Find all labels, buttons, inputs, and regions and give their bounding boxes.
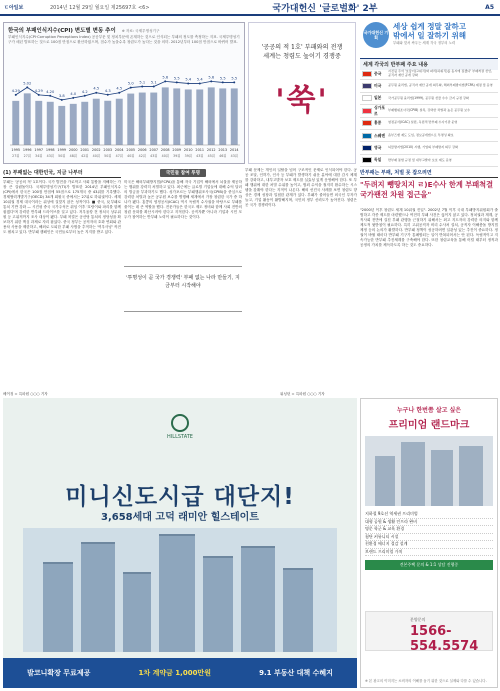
flag-icon (362, 120, 372, 126)
chart-data-label: 5.5 (173, 76, 180, 81)
phone-number: 1566-554.5574 (410, 624, 479, 654)
chart-rank-label: 27위 (12, 154, 20, 158)
country-name: 스웨덴 (374, 132, 386, 138)
page-header (0, 0, 500, 16)
chart-point (95, 92, 97, 94)
section-title: 국가대헌신 '글로벌화' 2부 (272, 3, 378, 14)
chart-bar (47, 102, 54, 145)
building-tower (203, 556, 233, 652)
chart-rank-label: 47위 (115, 154, 123, 158)
chart-point (38, 94, 40, 96)
chart-tick-label: 2007 (149, 148, 159, 152)
country-policy: 뇌물방지법(2010) 시행, 기업의 부패방지 의무 강화 (388, 145, 458, 150)
chart-tick-label: 2003 (103, 148, 113, 152)
country-row (360, 118, 498, 130)
building-tower (431, 450, 453, 506)
chart-data-label: 5.5 (231, 76, 238, 81)
chart-tick-label: 2008 (160, 148, 170, 152)
feature-item: 친환경 에너지 절감 설계 (365, 541, 493, 549)
country-row (360, 142, 498, 154)
chart-bar (150, 93, 157, 145)
chart-bar (93, 99, 100, 145)
building-tower (283, 568, 313, 652)
chart-rank-label: 39위 (173, 154, 181, 158)
feature-item: 브랜드 프리미엄 가치 (365, 549, 493, 557)
sidebar-intro (393, 22, 497, 45)
chart-point (107, 94, 109, 96)
chart-point (199, 82, 201, 84)
chart-bar (58, 106, 65, 145)
building-tower (459, 446, 483, 506)
chart-data-label: 5.6 (162, 75, 169, 80)
chart-source: ※ 자료: 국제투명성기구 (121, 29, 160, 33)
sidebar-line2: 부패와 맞서 싸우는 세계 각국 정부의 노력 (393, 41, 456, 45)
chart-bar (139, 93, 146, 145)
building-tower (123, 572, 151, 652)
chart-bar (116, 99, 123, 145)
pull-quote: '투명성이 곧 국가 경쟁력' 부패 없는 나라 만들기, 지금부터 시작해야 (124, 266, 242, 312)
section-heading-left: (1) 부패없는 대한민국, 지금 나부터 (3, 168, 121, 178)
landmark-feature-list (365, 511, 493, 556)
country-policy: 국가공무원 윤리법(1999), 공무원 선물 수수 금지 규정 강화 (388, 95, 469, 100)
headline-line2: 세계는 청렴도 높이기 경쟁중 (263, 53, 341, 60)
ad-footer-2: 1차 계약금 1,000만원 (138, 669, 211, 677)
chart-data-label: 4.0 (70, 91, 77, 96)
chart-rank-label: 43위 (46, 154, 54, 158)
ad-footer-bar (3, 658, 357, 688)
ad-disclaimer: ※ 본 광고의 이미지는 소비자의 이해를 돕기 위한 것으로 실제와 다를 수 있습니다. (365, 678, 487, 683)
country-policy: 반부패 통합 규정 및 내부고발자 보호 제도 운영 (388, 157, 452, 162)
flag-icon (362, 83, 372, 89)
landmark-ad-image (365, 436, 493, 506)
country-row (360, 155, 498, 167)
chart-rank-label: 42위 (81, 154, 89, 158)
country-policy: 공무원 윤리법, 공직자 재산 공개 의무화, 해외부패방지법(FCPA) 제정 및 운영 (388, 83, 493, 88)
byline-left: 베이징 = 특파원 ○○○ 기자 (3, 392, 48, 396)
phone-label: 분양문의 (410, 617, 426, 622)
chart-data-label: 5.1 (150, 80, 157, 85)
building-tower (241, 546, 275, 652)
chart-rank-label: 45위 (207, 154, 215, 158)
chart-point (15, 94, 17, 96)
country-row (360, 130, 498, 142)
chart-rank-label: 39위 (184, 154, 192, 158)
chart-rank-label: 50위 (104, 154, 112, 158)
cpi-bar-chart (4, 63, 246, 165)
chart-data-label: 4.5 (93, 86, 100, 91)
apartment-ad[interactable] (3, 398, 357, 688)
chart-rank-label: 43위 (196, 154, 204, 158)
series-badge: 국가대헌신 기획 (363, 22, 389, 48)
chart-point (26, 86, 28, 88)
landmark-ad-tagline: 누구나 한번쯤 살고 싶은 (396, 407, 462, 414)
chart-point (153, 86, 155, 88)
building-tower (43, 562, 73, 652)
chart-point (118, 92, 120, 94)
sidebar (360, 18, 498, 163)
country-table (360, 68, 498, 167)
country-name: 일본 (374, 95, 382, 101)
chart-point (130, 87, 132, 89)
ad-headline: 미니신도시급 대단지! (65, 484, 295, 510)
ad-subheadline: 3,658세대 고덕 래미안 힐스테이트 (101, 512, 259, 523)
country-row (360, 68, 498, 80)
chart-tick-label: 1999 (57, 148, 67, 152)
chart-tick-label: 2010 (183, 148, 193, 152)
chart-note: 부패인식지수(CPI·Corruption Perceptions Index) 공공부문 및 정치부문에 존재하는 것으로 인식되는 부패의 정도를 측정하는 지표. 국제투명성기구가 매년 발표하는 것으로 100점 만점으로 환산하였으며, 점수가 높을수록 청렴도가 높다는 것을 의미. 2012년부터 100점 만점으로 바뀌어 발표. (8, 35, 240, 44)
section-heading-mid (124, 168, 242, 178)
chart-tick-label: 2009 (172, 148, 182, 152)
chart-point (61, 99, 63, 101)
country-row (360, 105, 498, 117)
feature-item: 대형 공원 & 생활 인프라 완비 (365, 519, 493, 527)
brand-name: HILLSTATE (167, 434, 193, 440)
chart-tick-label: 2004 (114, 148, 124, 152)
country-name: 독일 (374, 157, 382, 163)
chart-bar (162, 87, 169, 145)
country-name: 영국 (374, 145, 382, 151)
chart-rank-label: 43위 (230, 154, 238, 158)
headline-big-word: '쑥' (275, 83, 329, 118)
chart-data-label: 4.2 (81, 89, 88, 94)
cpi-chart-box (3, 22, 245, 164)
building-tower (375, 456, 395, 506)
landmark-ad[interactable] (360, 398, 498, 688)
country-policy: 염정공서(ICAC) 설립, 독립적 반부패 수사기관 운영 (388, 120, 458, 125)
chart-data-label: 5.4 (196, 77, 203, 82)
feature-item: 명문 학군 & 교육 환경 (365, 526, 493, 534)
country-name: 싱가포르 (374, 104, 386, 116)
chart-tick-label: 2011 (195, 148, 205, 152)
chart-bar (196, 89, 203, 145)
phone-box[interactable] (365, 611, 493, 654)
chart-point (164, 80, 166, 82)
chart-bar (81, 102, 88, 145)
flag-icon (362, 95, 372, 101)
chart-rank-label: 34위 (35, 154, 43, 158)
chart-rank-label: 40위 (92, 154, 100, 158)
chart-data-label: 5.5 (219, 76, 226, 81)
chart-tick-label: 2013 (218, 148, 228, 152)
chart-data-label: 4.20 (46, 89, 55, 94)
chart-point (222, 81, 224, 83)
chart-tick-label: 1998 (45, 148, 55, 152)
country-policy: 옴부즈맨 제도 도입, 정보공개법으로 투명성 확보 (388, 132, 454, 137)
interview-quote: "두려지 뺑땅치지 ㄹ)E수사 한계 부패척결 국가팬전 차원 접근을" (360, 180, 494, 199)
chart-tick-label: 2005 (126, 148, 136, 152)
section-heading-mid-label: 국민들 참여 투명 (160, 169, 206, 177)
chart-bar (219, 88, 226, 145)
chart-bar (24, 93, 31, 145)
article-column-3: 부패 문제는 개인의 일탈을 넘어 구조적인 문제로 인식되어야 한다. 공공 조달, 인허가, 인사 등 부패가 발생하기 쉬운 분야에 대한 감시 체계를 강화하고, 내부고발자 보호 제도를 실효성 있게 운영해야 한다. 또 부패 행위에 대한 처벌 수위를 높이고, 범죄 수익을 철저히 환수하는 시스템을 갖춰야 한다는 지적이 나온다. 해외 선진국 사례를 보면 청렴도 향상은 경제 성장과 밀접한 관계가 있다. 부패가 줄어들면 외국인 투자가 늘고, 기업 활동이 활발해지며, 국민의 정부 신뢰도가 높아진다. 청렴은 곧 국가 경쟁력이다. (245, 168, 357, 208)
landmark-ad-title: 프리미엄 랜드마크 (388, 420, 470, 431)
brand-logo (153, 414, 207, 440)
sidebar-line1: 세상 쉽게 정말 잘하고 (393, 22, 467, 31)
chart-point (187, 82, 189, 84)
building-tower (159, 534, 195, 652)
feature-item: 지하철 9호선 역세권 프리미엄 (365, 511, 493, 519)
chart-tick-label: 2000 (68, 148, 78, 152)
chart-data-label: 4.5 (116, 86, 123, 91)
chart-point (233, 81, 235, 83)
chart-tick-label: 1996 (22, 148, 32, 152)
chart-tick-label: 2012 (206, 148, 216, 152)
article-column-1: 부패는 '공공의 적' 1호이다. 국가 발전을 가로막고 사회 통합을 저해하는 가장 큰 걸림돌이다. 국제투명성기구(TI)가 발표한 2014년 부패인식지수(CPI)에서 한국은 100점 만점에 55점으로 175개국 중 43위를 기록했다. 경제협력개발기구(OECD) 34개 회원국 중에서는 27위로 하위권이다. 세계 10위권 경제 대국이라는 위상에 걸맞지 않은 성적이다. ■ 중국, 反부패로 통치 기반 강화 — 시진핑 중국 국가주석은 취임 이후 '호랑이와 파리를 함께 잡겠다'며 강력한 반부패 드라이브를 걸고 있다. 저우융캉 전 정치국 상무위원 등 고위직까지 조사 대상이 됐다. 부패 척결은 공산당 통치의 정당성을 확보하기 위한 핵심 과제로 자리 잡았다. 중국 정부는 공직자의 호화 연회와 관용차 사용을 제한하고, 해외로 도피한 부패 사범을 추적하는 '여우사냥' 작전도 펼치고 있다. 반부패 캠페인은 국민들로부터 높은 지지를 받고 있다. (3, 180, 121, 235)
chart-bar (185, 89, 192, 145)
chart-point (176, 81, 178, 83)
section-heading-right: 반부패는 부패, 처벌 못 잡으려면 (360, 168, 498, 178)
chart-data-label: 3.8 (58, 93, 65, 98)
chart-data-label: 5.1 (139, 80, 146, 85)
chart-title-text: 한국의 부패인식지수(CPI) 변도별 변동 추이 (8, 28, 116, 34)
flag-icon (362, 133, 372, 139)
page-number: A5 (485, 3, 494, 11)
chart-data-label: 5.0 (127, 81, 134, 86)
issue-date: 2014년 12월 29일 월요일 제25697호 <6> (50, 4, 150, 11)
building-tower (81, 542, 115, 652)
chart-rank-label: 40위 (161, 154, 169, 158)
article-column-4: "2000년 이후 청렴도 세계 10위권 진입". 2002년 7월 이후 국내 부패방지위원회가 출범하고 각종 제도를 마련했으나 여전히 부패 사건은 끊이지 않고 있다. 정치권과 재계, 공직사회 전반에 걸친 부패 관행을 근절하기 위해서는 최고 지도자의 강력한 의지와 함께 제도적 뒷받침이 필요하다. 특히 고위공직자 비리 수사처 설치, 공직자 이해충돌 방지법 제정 등의 논의가 활발하다. 반부패 정책이 성공하려면 일관성 있는 추진이 중요하다. 정권이 바뀔 때마다 반부패 기구가 통폐합되는 일이 반복되어서는 안 된다. 독립적이고 지속가능한 반부패 추진체계를 구축해야 한다. 또한 청렴교육을 통해 어릴 때부터 정직과 공정의 가치를 체득하도록 하는 것도 중요하다. (360, 208, 498, 248)
ad-footer-1: 발코니확장 무료제공 (27, 669, 91, 677)
chart-bar (127, 94, 134, 145)
chart-point (210, 80, 212, 82)
chart-bar (70, 104, 77, 145)
chart-bar (12, 101, 19, 145)
country-row (360, 80, 498, 92)
chart-bar (35, 101, 42, 145)
publication-name: ㄷ아일보 (4, 4, 24, 11)
ad-building-image (23, 528, 337, 652)
chart-tick-label: 1997 (34, 148, 44, 152)
chart-tick-label: 2002 (91, 148, 101, 152)
country-name: 미국 (374, 83, 382, 89)
chart-data-label: 4.29 (11, 88, 20, 93)
country-policy: 부패행위조사국(CPIB) 설치, 강력한 처벌과 높은 공무원 보수 (388, 107, 471, 112)
consult-banner: 견본주택 문의 & 1:1 상담 진행중 (365, 560, 493, 570)
ad-footer-3: 9.1 부동산 대책 수혜지 (259, 669, 333, 677)
country-row (360, 93, 498, 105)
country-name: 중국 (374, 70, 382, 76)
chart-rank-label: 40위 (127, 154, 135, 158)
chart-bar (208, 87, 215, 145)
chart-rank-label: 27위 (23, 154, 31, 158)
chart-rank-label: 42위 (138, 154, 146, 158)
flag-icon (362, 157, 372, 163)
chart-title (4, 23, 244, 35)
chart-point (84, 95, 86, 97)
country-table-title: 세계 각국의 반부패 주요 내용 (360, 58, 498, 70)
chart-tick-label: 2014 (229, 148, 239, 152)
chart-tick-label: 2006 (137, 148, 147, 152)
flag-icon (362, 145, 372, 151)
headline-line1: '공공의 적 1호' 부패와의 전쟁 (261, 44, 343, 51)
chart-point (141, 86, 143, 88)
chart-rank-label: 50위 (58, 154, 66, 158)
chart-data-label: 4.3 (104, 88, 111, 93)
chart-data-label: 5.02 (23, 81, 32, 86)
country-policy: 시진핑 주석 '호랑이(고위직)와 파리(하위직)를 동시에 잡겠다' 부패척결 선언, 공직자 재산 공개 강화 (388, 68, 493, 77)
feature-item: 첨단 커뮤니티 시설 (365, 534, 493, 542)
chart-rank-label: 43위 (150, 154, 158, 158)
byline-right: 워싱턴 = 특파원 ○○○ 기자 (280, 392, 325, 396)
chart-point (72, 97, 74, 99)
chart-data-label: 5.4 (185, 77, 192, 82)
chart-bar (173, 88, 180, 145)
flag-icon (362, 71, 372, 77)
country-name: 홍콩 (374, 120, 382, 126)
chart-data-label: 5.6 (208, 75, 215, 80)
chart-rank-label: 48위 (69, 154, 77, 158)
sidebar-line1b: 밖에서 일 잘하기 위해 (393, 31, 467, 40)
chart-tick-label: 2001 (80, 148, 90, 152)
building-tower (401, 442, 425, 506)
chart-bar (104, 101, 111, 145)
flag-icon (362, 108, 372, 114)
chart-data-label: 4.29 (34, 88, 43, 93)
article-column-2: 미국은 해외부패방지법(FCPA)을 통해 자국 기업이 해외에서 뇌물을 제공하는 행위를 강력히 처벌하고 있다. 최근에는 글로벌 기업들에 대해 수억 달러의 벌금을 부과하기도 했다. 싱가포르는 부패행위조사국(CPIB)을 중심으로 강력한 처벌과 높은 공무원 보수를 병행해 세계에서 가장 청렴한 국가 중 하나가 됐다. 홍콩의 염정공서(ICAC) 역시 독립적 수사권을 바탕으로 부패를 줄이는 데 큰 역할을 했다. 전문가들은 한국도 제도 정비와 함께 사회 전반의 청렴 문화를 확산시켜야 한다고 지적한다. 공직자뿐 아니라 기업과 시민 모두가 참여하는 반부패 노력이 필요하다는 것이다. (124, 180, 242, 220)
chart-rank-label: 46위 (219, 154, 227, 158)
chart-point (49, 95, 51, 97)
chart-bar (231, 88, 238, 145)
chart-tick-label: 1995 (11, 148, 21, 152)
feature-headline (248, 22, 356, 164)
brand-logo-icon (171, 414, 189, 432)
